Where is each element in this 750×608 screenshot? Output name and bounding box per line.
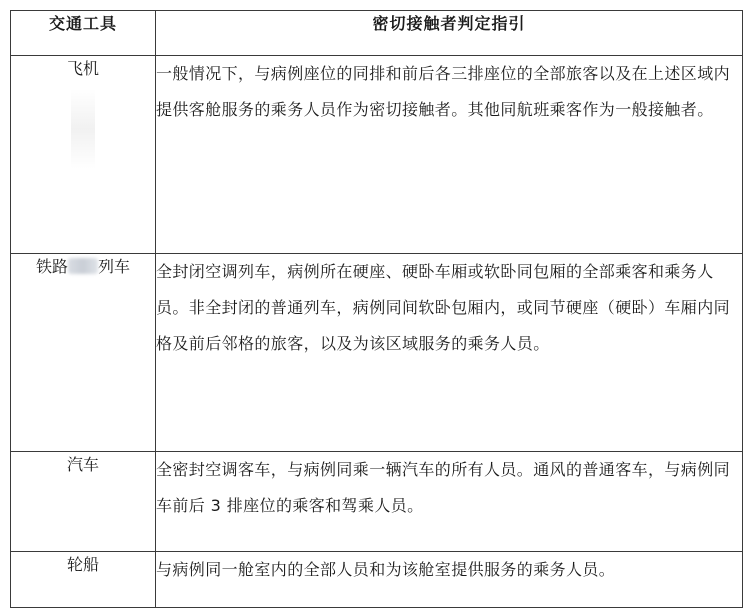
mode-label-prefix: 铁路	[35, 257, 68, 276]
rule-cell: 与病例同一舱室内的全部人员和为该舱室提供服务的乘务人员。	[156, 552, 743, 608]
mode-label: 飞机	[66, 59, 99, 78]
table-row-ship	[11, 552, 743, 608]
mode-label-suffix: 列车	[98, 257, 131, 276]
mode-cell	[11, 552, 156, 608]
mode-cell	[11, 452, 156, 552]
mode-cell	[11, 254, 156, 452]
rule-cell: 全密封空调客车，与病例同乘一辆汽车的所有人员。通风的普通客车，与病例同车前后 3 排座位的乘客和驾乘人员。	[156, 452, 743, 552]
mode-label: 轮船	[66, 555, 99, 574]
mode-label: 汽车	[66, 455, 99, 474]
close-contact-guide-table	[10, 10, 743, 608]
header-transport-mode: 交通工具	[11, 11, 156, 56]
rule-cell: 全封闭空调列车，病例所在硬座、硬卧车厢或软卧同包厢的全部乘客和乘务人员。非全封闭的普通列车，病例同间软卧包厢内，或同节硬座（硬卧）车厢内同格及前后邻格的旅客，以及为该区域服务的乘务人员。	[156, 254, 743, 452]
faint-smudge	[71, 89, 95, 169]
header-contact-rule: 密切接触者判定指引	[156, 11, 743, 56]
mode-cell	[11, 56, 156, 254]
table-row-airplane	[11, 56, 743, 254]
table-row-bus	[11, 452, 743, 552]
rule-cell: 一般情况下，与病例座位的同排和前后各三排座位的全部旅客以及在上述区域内提供客舱服务的乘务人员作为密切接触者。其他同航班乘客作为一般接触者。	[156, 56, 743, 254]
table-header-row	[11, 11, 743, 56]
blurred-text-mask	[68, 258, 98, 274]
table-row-train	[11, 254, 743, 452]
